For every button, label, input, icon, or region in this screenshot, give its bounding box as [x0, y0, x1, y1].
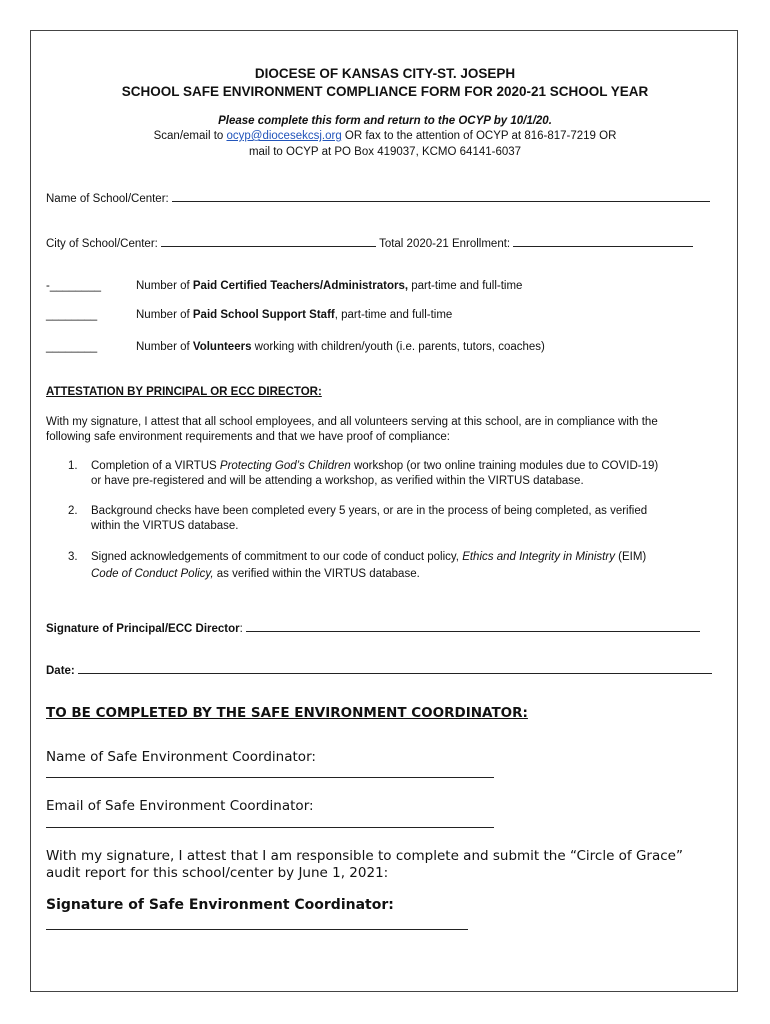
coordinator-signature-label: Signature of Safe Environment Coordinator:: [46, 897, 394, 913]
count-prefix: Number of: [136, 309, 193, 321]
item-number: 3.: [68, 551, 78, 563]
count-label-teachers: [136, 280, 522, 292]
count-bold: Paid School Support Staff: [192, 309, 335, 321]
date-row: [46, 662, 712, 677]
coordinator-email-field[interactable]: [46, 816, 494, 828]
count-prefix: Number of: [136, 341, 193, 353]
coordinator-signature-field[interactable]: [46, 918, 468, 930]
coordinator-email-label: Email of Safe Environment Coordinator:: [46, 798, 314, 814]
coordinator-name-label: Name of Safe Environment Coordinator:: [46, 749, 316, 765]
item-text: Completion of a VIRTUS: [91, 460, 220, 472]
enrollment-label: Total 2020-21 Enrollment:: [379, 238, 511, 250]
count-suffix: working with children/youth (i.e. parents, tutors, coaches): [251, 341, 545, 353]
city-field[interactable]: [161, 235, 376, 247]
coordinator-attest-line1: With my signature, I attest that I am responsible to complete and submit the “Circle of Grace”: [46, 848, 683, 864]
principal-signature-row: [46, 620, 700, 635]
city-enrollment-row: [46, 235, 693, 250]
city-label: City of School/Center:: [46, 238, 158, 250]
count-label-support-staff: [136, 309, 452, 321]
enrollment-field[interactable]: [513, 235, 693, 247]
item-1-line1: [91, 460, 658, 472]
count-suffix: , part-time and full-time: [334, 309, 453, 321]
count-prefix: Number of: [136, 280, 193, 292]
item-number: 2.: [68, 505, 78, 517]
count-bold: Paid Certified Teachers/Administrators,: [192, 280, 409, 292]
attestation-intro-line1: With my signature, I attest that all school employees, and all volunteers serving at this school, are in compliance with the: [46, 416, 658, 428]
scan-prefix: Scan/email to: [153, 130, 227, 142]
count-blank-support-staff[interactable]: ________: [46, 309, 98, 321]
date-field[interactable]: [78, 662, 712, 674]
scan-suffix: OR fax to the attention of OCYP at 816-817-7219 OR: [341, 130, 617, 142]
item-text: as verified within the VIRTUS database.: [213, 568, 420, 580]
school-name-label: Name of School/Center:: [46, 193, 169, 205]
item-2-line1: Background checks have been completed every 5 years, or are in the process of being completed, as verified: [91, 505, 648, 517]
attestation-heading: ATTESTATION BY PRINCIPAL OR ECC DIRECTOR:: [46, 386, 322, 398]
form-title: SCHOOL SAFE ENVIRONMENT COMPLIANCE FORM FOR 2020-21 SCHOOL YEAR: [121, 84, 649, 99]
item-italic-text: Protecting God’s Children: [219, 460, 351, 472]
principal-signature-label: Signature of Principal/ECC Director: [46, 623, 240, 635]
scan-email-line: [0, 130, 770, 142]
count-blank-volunteers[interactable]: ________: [46, 341, 98, 353]
mail-address-line: mail to OCYP at PO Box 419037, KCMO 64141-6037: [248, 146, 522, 158]
school-name-row: [46, 190, 710, 205]
signature-colon: :: [239, 623, 243, 635]
count-suffix: part-time and full-time: [408, 280, 523, 292]
date-label: Date:: [46, 665, 75, 677]
item-number: 1.: [68, 460, 78, 472]
return-instruction: Please complete this form and return to the OCYP by 10/1/20.: [218, 115, 552, 127]
coordinator-attest-line2: audit report for this school/center by June 1, 2021:: [46, 865, 389, 881]
item-text: Signed acknowledgements of commitment to our code of conduct policy,: [91, 551, 463, 563]
item-2-line2: within the VIRTUS database.: [91, 520, 239, 532]
count-label-volunteers: [136, 341, 545, 353]
item-text: workshop (or two online training modules due to COVID-19): [350, 460, 659, 472]
item-3-line1: [91, 551, 646, 563]
attestation-intro-line2: following safe environment requirements and that we have proof of compliance:: [46, 431, 451, 443]
school-name-field[interactable]: [172, 190, 710, 202]
item-1-line2: or have pre-registered and will be attending a workshop, as verified within the VIRTUS database.: [91, 475, 584, 487]
count-blank-teachers[interactable]: -________: [46, 280, 101, 292]
diocese-title: DIOCESE OF KANSAS CITY-ST. JOSEPH: [254, 66, 516, 81]
item-italic-text: Code of Conduct Policy,: [91, 568, 214, 580]
coordinator-name-field[interactable]: [46, 766, 494, 778]
item-text: (EIM): [614, 551, 647, 563]
ocyp-email-link[interactable]: ocyp@diocesekcsj.org: [226, 130, 342, 142]
principal-signature-field[interactable]: [246, 620, 700, 632]
coordinator-heading: TO BE COMPLETED BY THE SAFE ENVIRONMENT COORDINATOR:: [46, 705, 528, 721]
count-bold: Volunteers: [192, 341, 252, 353]
item-3-line2: [91, 568, 420, 580]
item-italic-text: Ethics and Integrity in Ministry: [462, 551, 615, 563]
